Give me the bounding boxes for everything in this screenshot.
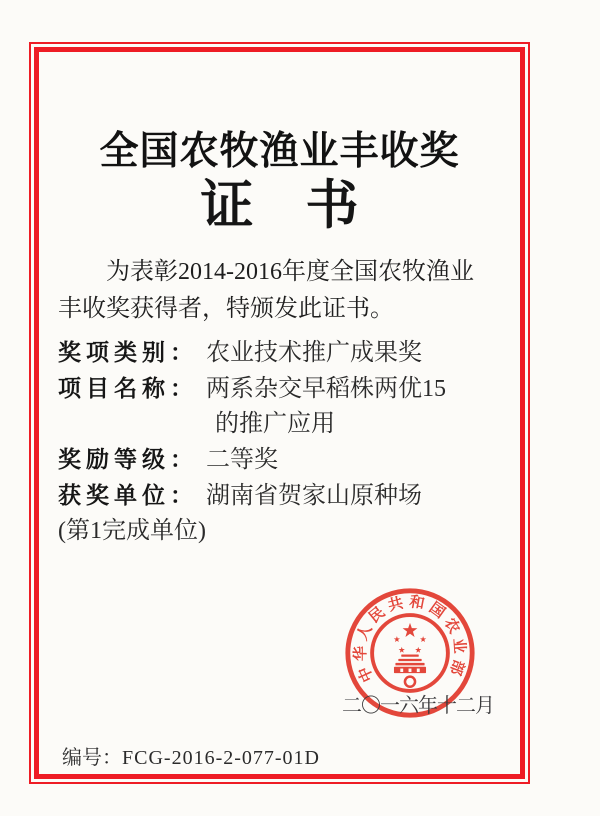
serial-label: 编号： [62, 747, 122, 769]
issue-date: 二〇一六年十二月 [342, 695, 494, 717]
certificate-border-outer [29, 42, 530, 784]
seal-text: 中华人民共和国农业部 [353, 594, 468, 685]
serial-code: FCG-2016-2-077-01D [122, 747, 320, 769]
field-award-grade [58, 442, 514, 478]
field-project-name-continued: 的推广应用 [215, 411, 335, 437]
field-value: 二等奖 [206, 447, 278, 473]
certificate-subtitle [31, 178, 528, 234]
field-value: 两系杂交早稻株两优15 [206, 376, 446, 402]
intro-line-1: 为表彰2014-2016年度全国农牧渔业 [106, 259, 474, 285]
field-award-category [58, 335, 514, 371]
national-emblem-icon [372, 615, 448, 691]
subtitle-char-zheng: 证 [200, 177, 254, 235]
field-label: 项目名称 [58, 375, 170, 401]
subtitle-char-shu: 书 [305, 177, 359, 235]
field-colon: ： [170, 375, 193, 401]
field-colon: ： [170, 446, 193, 472]
field-colon: ： [170, 339, 193, 365]
intro-paragraph [58, 254, 514, 328]
unit-rank-note: (第1完成单位) [58, 518, 206, 544]
field-value: 农业技术推广成果奖 [206, 340, 422, 366]
field-project-name [58, 371, 514, 407]
serial-number [62, 741, 320, 770]
certificate-body [58, 254, 514, 549]
field-awarded-unit [58, 478, 514, 514]
field-value: 湖南省贺家山原种场 [206, 483, 422, 509]
field-colon: ： [170, 482, 193, 508]
field-label: 奖项类别 [58, 339, 170, 365]
intro-line-2: 丰收奖获得者，特颁发此证书。 [58, 296, 394, 322]
field-label: 奖励等级 [58, 446, 170, 472]
award-title: 全国农牧渔业丰收奖 [99, 130, 460, 173]
field-label: 获奖单位 [58, 482, 170, 508]
